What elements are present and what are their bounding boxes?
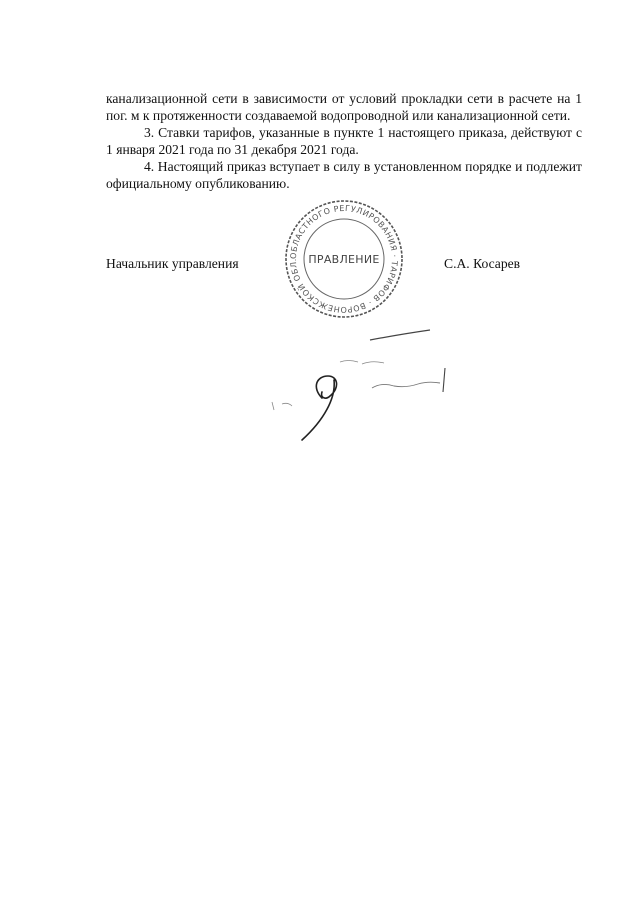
seal-ring-text: ОБЛАСТНОГО РЕГУЛИРОВАНИЯ · ТАРИФОВ · ВОРОНЕЖСКОЙ ОБЛ. bbox=[288, 203, 400, 315]
signature-stroke-top bbox=[370, 330, 430, 340]
signature-vertical-line bbox=[443, 368, 445, 392]
paragraph-item-3: 3. Ставки тарифов, указанные в пункте 1 настоящего приказа, действуют с 1 января 2021 года по 31 декабря 2021 года. bbox=[106, 125, 582, 157]
signature-tick-left bbox=[272, 402, 292, 410]
signature-main-figure bbox=[302, 376, 337, 440]
signer-name: С.А. Косарев bbox=[444, 256, 521, 271]
paragraph-continuation: канализационной сети в зависимости от условий прокладки сети в расчете на 1 пог. м к протяженности создаваемой водопроводной или канализационной сети. bbox=[106, 91, 582, 123]
paragraph-item-4: 4. Настоящий приказ вступает в силу в установленном порядке и подлежит официальному опубликованию. bbox=[106, 159, 582, 191]
signature-scribble-right bbox=[372, 382, 440, 388]
signature-block bbox=[106, 256, 582, 274]
seal-center-text: ПРАВЛЕНИЕ bbox=[308, 253, 380, 266]
signature-stroke-mid bbox=[340, 361, 384, 365]
document-body bbox=[106, 90, 582, 192]
handwritten-signature bbox=[262, 318, 462, 448]
signer-title: Начальник управления bbox=[106, 256, 239, 271]
